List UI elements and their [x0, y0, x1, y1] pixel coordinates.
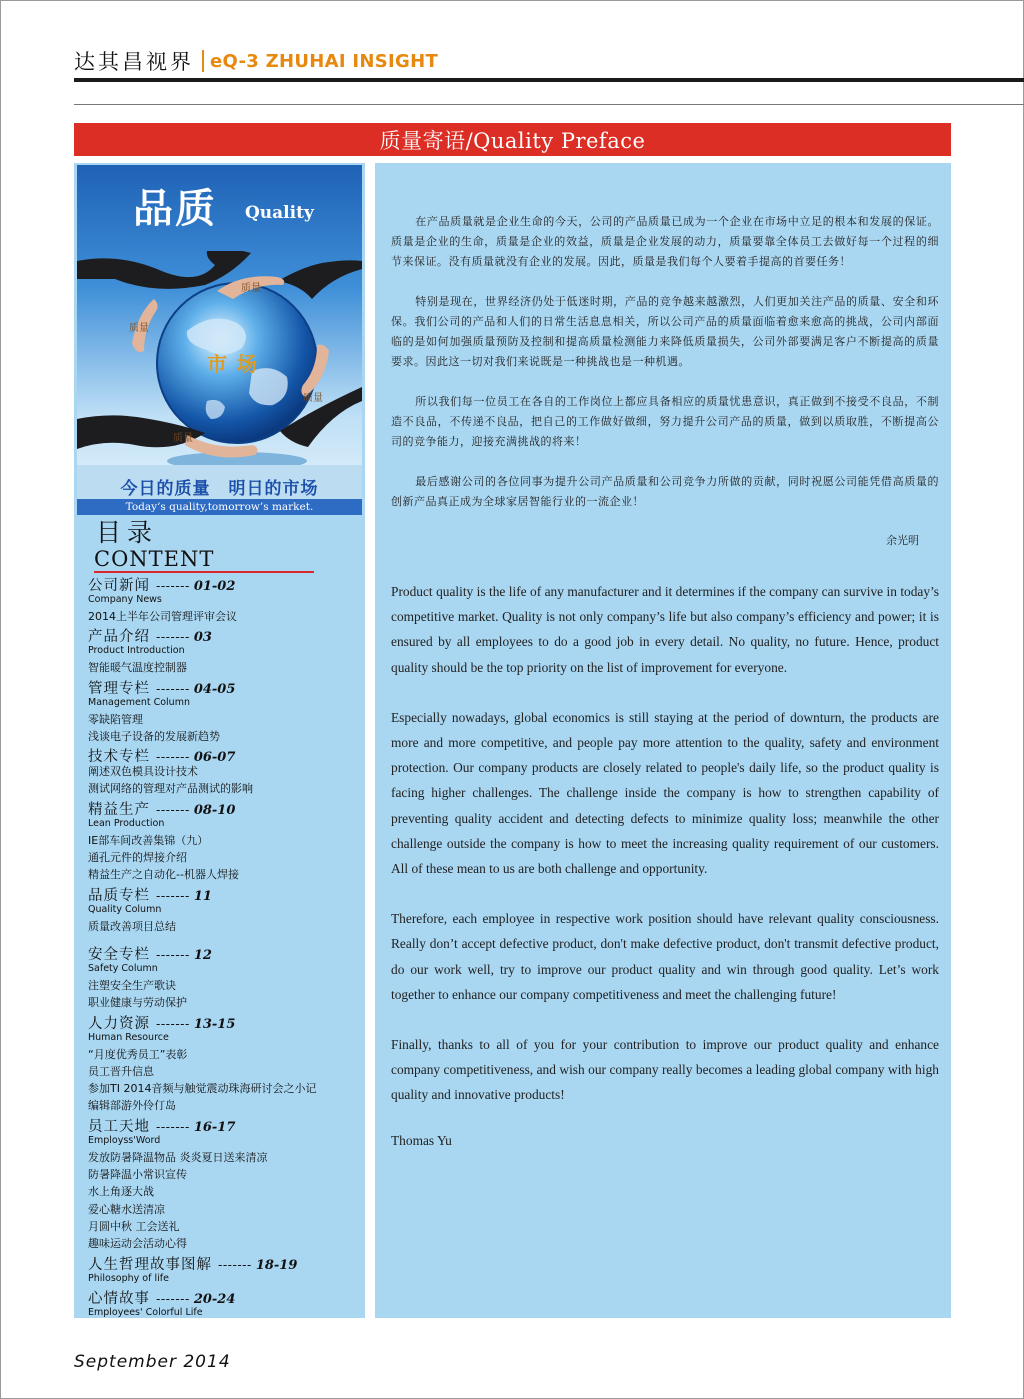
toc-section-title-row[interactable]: [88, 1012, 358, 1030]
toc-section-title-row[interactable]: [88, 1287, 358, 1305]
suit-arm-shape: [278, 260, 362, 299]
masthead: [74, 46, 438, 76]
toc-page-range: 01-02: [193, 579, 236, 594]
toc-section-title: 公司新闻: [88, 578, 150, 594]
toc-article[interactable]: 趣味运动会活动心得: [88, 1237, 187, 1251]
toc-page-range: 08-10: [193, 802, 236, 818]
globe-illustration: [77, 251, 362, 465]
banner-title: 质量寄语/Quality Preface: [379, 128, 646, 153]
toc-article[interactable]: 职业健康与劳动保护: [88, 996, 187, 1010]
toc-article[interactable]: 质量改善项目总结: [88, 919, 176, 933]
toc-article[interactable]: 编辑部游外伶仃岛: [88, 1099, 176, 1113]
preface-en-paragraph: Finally, thanks to all of you for your contribution to improve our product quality and enhance company competitiveness, and wish our company really becomes a leading global company with high quality and innovative products!: [391, 1037, 939, 1103]
toc-section-en: Human Resource: [88, 1031, 169, 1043]
section-banner: [74, 123, 951, 156]
toc-section-title: 人力资源: [88, 1015, 150, 1032]
preface-en-paragraph: Therefore, each employee in respective work position should have relevant quality consciousness. Really don’t accept defective product, don't make defective product, don't transmit defective product, do our work well, try to improve our product quality and win through good quality. Let’s work together to enhance our company competitiveness and meet the challenging future!: [391, 911, 939, 1002]
toc-article[interactable]: 2014上半年公司管理评审会议: [88, 610, 237, 623]
toc-section-title-row[interactable]: [88, 884, 358, 902]
toc-page-range: 18-19: [255, 1257, 298, 1273]
toc-section: [88, 884, 358, 935]
toc-leader: -------: [156, 579, 190, 593]
toc-section: [88, 745, 358, 798]
globe-label: 质量: [173, 433, 193, 444]
toc-section-title: 品质专栏: [88, 887, 150, 904]
toc-section-title-row[interactable]: [88, 798, 358, 816]
toc-article[interactable]: 防暑降温小常识宣传: [88, 1168, 187, 1182]
toc-leader: -------: [156, 947, 190, 962]
toc-article[interactable]: IE部车间改善集锦（九）: [88, 833, 209, 847]
header-rule-thin: [74, 104, 1024, 105]
toc-leader: -------: [156, 681, 190, 696]
preface-cn-signature: 余光明: [886, 534, 919, 547]
globe-label: 质量: [129, 323, 149, 334]
toc-page-range: 11: [193, 888, 212, 904]
toc-article[interactable]: 通孔元件的焊接介绍: [88, 851, 187, 865]
toc-section-title: 技术专栏: [88, 749, 150, 766]
toc-section-en: Safety Column: [88, 962, 158, 974]
toc-heading-en: CONTENT: [94, 547, 215, 571]
toc-section-title-row[interactable]: [88, 1253, 358, 1271]
toc-article[interactable]: 爱心糖水送清凉: [88, 1202, 165, 1216]
toc-section-title-row[interactable]: [88, 574, 358, 592]
masthead-cn: 达其昌视界: [74, 50, 194, 74]
toc-article[interactable]: 水上角逐大战: [88, 1185, 154, 1199]
toc-section-title-row[interactable]: [88, 1115, 358, 1133]
issue-date: September 2014: [74, 1352, 231, 1372]
globe-label: 质量: [241, 283, 261, 294]
hero-title: 品质: [133, 185, 217, 232]
toc-section: [88, 574, 358, 625]
preface-en-signature: Thomas Yu: [391, 1132, 452, 1148]
toc-leader: -------: [156, 1119, 190, 1134]
toc-article[interactable]: 智能暖气温度控制器: [88, 661, 187, 675]
toc-section: [88, 943, 358, 1012]
toc-leader: -------: [218, 1257, 252, 1272]
toc-article[interactable]: 员工晋升信息: [88, 1064, 154, 1078]
toc-article[interactable]: 阐述双色模具设计技术: [88, 765, 198, 779]
toc-section-title-row[interactable]: [88, 745, 358, 766]
toc-section-title: 产品介绍: [88, 629, 150, 646]
toc-article[interactable]: 测试网络的管理对产品测试的影响: [88, 782, 253, 796]
toc-article[interactable]: 精益生产之自动化--机器人焊接: [88, 868, 239, 882]
toc-heading-underline: [94, 571, 314, 573]
toc-page-range: 16-17: [193, 1119, 236, 1135]
toc-section-title: 安全专栏: [88, 946, 150, 963]
toc-article[interactable]: 参加TI 2014音频与触觉震动珠海研讨会之小记: [88, 1082, 317, 1096]
toc-section-title: 心情故事: [88, 1290, 150, 1307]
toc-page-range: 04-05: [193, 681, 236, 697]
toc-section-title-row[interactable]: [88, 943, 358, 961]
toc-section: [88, 1287, 358, 1321]
toc-section-title: 员工天地: [88, 1118, 150, 1135]
hero-slogan-en: Today’s quality,tomorrow’s market.: [77, 499, 362, 515]
toc-section: [88, 1012, 358, 1115]
toc-section-en: Company News: [88, 594, 162, 605]
masthead-en: eQ-3 ZHUHAI INSIGHT: [210, 50, 439, 72]
preface-cn-paragraph: 最后感谢公司的各位同事为提升公司产品质量和公司竞争力所做的贡献，同时祝愿公司能凭借高质量的创新产品真正成为全球家居智能行业的一流企业！: [391, 475, 939, 508]
hero-image: [77, 165, 362, 515]
preface-en-paragraph: Product quality is the life of any manufacturer and it determines if the company can survive in today’s competitive market. Quality is not only company’s life but also company’s efficiency and power; it is ensured by all employees to do a good job in every detail. No quality, no future. Hence, product quality should be the top priority on the list of improvement for everyone.: [391, 584, 939, 675]
toc-leader: -------: [156, 750, 190, 765]
toc-section-en: Employees' Colorful Life: [88, 1306, 203, 1318]
toc-leader: -------: [156, 802, 190, 817]
header-rule-thick: [74, 78, 1024, 82]
toc-article[interactable]: “月度优秀员工”表彰: [88, 1047, 188, 1061]
globe-label: 质量: [303, 393, 323, 404]
toc-page-range: 06-07: [193, 750, 236, 766]
toc-leader: -------: [156, 1291, 190, 1306]
toc-section: [88, 625, 358, 676]
toc-spacer: [88, 935, 358, 943]
toc-section-title-row[interactable]: [88, 625, 358, 646]
globe-label-market: 市场: [207, 352, 267, 376]
preface-en-paragraph: Especially nowadays, global economics is still staying at the period of downturn, the products are more and more competitive, and people pay more attention to the quality, safety and environment protection. Our company products are closely related to people's daily life, so the product quality is facing higher challenges. The challenge inside the company is how to strengthen capability of preventing quality accident and detecting defects to minimize quality loss; meanwhile the other challenge outside the company is how to meet the increasing quality requirement of our customers. All of these mean to us are both challenge and opportunity.: [391, 709, 939, 877]
toc-section-en: Philosophy of life: [88, 1272, 169, 1284]
toc-leader: -------: [156, 1016, 190, 1031]
toc-article[interactable]: 零缺陷管理: [88, 712, 143, 726]
toc-article[interactable]: 月圆中秋 工会送礼: [88, 1219, 180, 1233]
toc-section-title: 人生哲理故事图解: [88, 1256, 212, 1273]
toc-leader: -------: [156, 630, 190, 645]
preface-cn-paragraph: 特别是现在，世界经济仍处于低迷时期，产品的竞争越来越激烈，人们更加关注产品的质量、安全和环保。我们公司的产品和人们的日常生活息息相关，所以公司产品的质量面临着愈来愈高的挑战，公司内部面临的是如何加强质量预防及控制和提高质量检测能力来降低质量损失，公司外部要满足客户不断提高的质量要求。因此这一切对我们来说既是一种挑战也是一种机遇。: [391, 295, 939, 368]
preface-body: [391, 212, 939, 1149]
toc-section-title-row[interactable]: [88, 677, 358, 695]
toc-section-title: 管理专栏: [88, 680, 150, 697]
preface-cn-paragraph: 在产品质量就是企业生命的今天，公司的产品质量已成为一个企业在市场中立足的根本和发展的保证。质量是企业的生命，质量是企业的效益，质量是企业发展的动力，质量要靠全体员工去做好每一个过程的细节来保证。没有质量就没有企业的发展。因此，质量是我们每个人要着手提高的首要任务！: [391, 215, 939, 268]
toc-article[interactable]: 发放防暑降温物品 炎炎夏日送来清凉: [88, 1150, 268, 1164]
toc-section: [88, 798, 358, 884]
toc-heading-cn: 目录: [96, 518, 159, 547]
toc-section-en: Lean Production: [88, 817, 165, 829]
table-of-contents: [88, 574, 358, 1321]
toc-leader: -------: [156, 888, 190, 903]
toc-section: [88, 677, 358, 746]
toc-page-range: 13-15: [193, 1016, 236, 1032]
toc-section-en: Quality Column: [88, 903, 162, 915]
toc-section-en: Product Introduction: [88, 645, 185, 657]
toc-article[interactable]: 注塑安全生产歌诀: [88, 978, 176, 992]
toc-page-range: 12: [193, 947, 212, 963]
preface-cn-paragraph: 所以我们每一位员工在各自的工作岗位上都应具备相应的质量忧患意识，真正做到不接受不良品，不制造不良品，不传递不良品，把自己的工作做好做细，努力提升公司产品的质量，做到以质取胜，不断提高公司的竞争能力，迎接充满挑战的将来！: [391, 395, 939, 448]
toc-article[interactable]: 浅谈电子设备的发展新趋势: [88, 729, 220, 743]
toc-section-title: 精益生产: [88, 801, 150, 818]
toc-section: [88, 1253, 358, 1287]
hero-slogan-cn: 今日的质量 明日的市场: [120, 479, 319, 499]
contents-column: [74, 163, 365, 1318]
masthead-divider: [202, 50, 204, 72]
toc-section-en: Employss'Word: [88, 1134, 161, 1146]
toc-page-range: 20-24: [193, 1291, 236, 1307]
preface-panel: [375, 163, 951, 1318]
toc-section-en: Management Column: [88, 696, 190, 708]
toc-page-range: 03: [193, 630, 212, 646]
toc-section: [88, 1115, 358, 1253]
hero-title-en: Quality: [245, 203, 314, 223]
